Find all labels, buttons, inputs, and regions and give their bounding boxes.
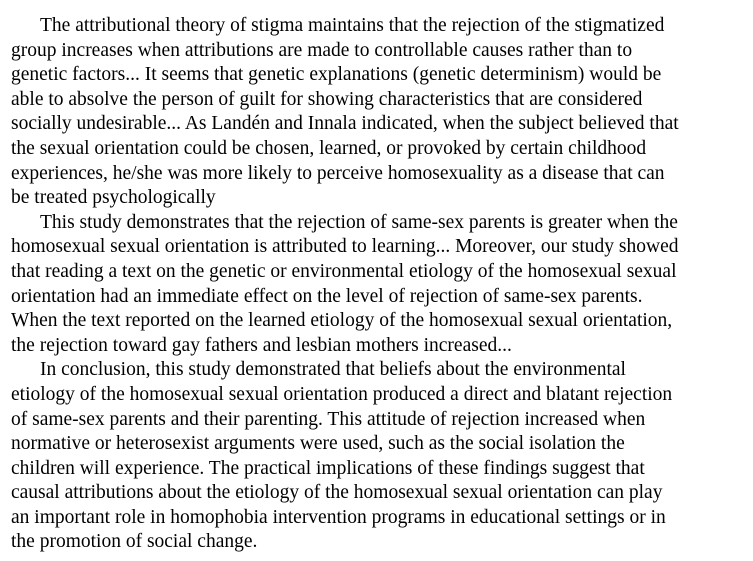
text-line: When the text reported on the learned etiology of the homosexual sexual orientation, (11, 310, 673, 332)
text-line: be treated psychologically (11, 187, 216, 209)
text-line: causal attributions about the etiology of the homosexual sexual orientation can play (11, 482, 663, 504)
text-line: experiences, he/she was more likely to perceive homosexuality as a disease that can (11, 162, 665, 184)
text-line: that reading a text on the genetic or environmental etiology of the homosexual sexual (11, 260, 677, 282)
text-line: In conclusion, this study demonstrated that beliefs about the environmental (40, 359, 626, 381)
text-line: socially undesirable... As Landén and Innala indicated, when the subject believed that (11, 113, 679, 135)
text-line: This study demonstrates that the rejection of same-sex parents is greater when the (40, 211, 678, 233)
text-line: normative or heterosexist arguments were used, such as the social isolation the (11, 433, 625, 455)
paragraph-1 (11, 14, 751, 211)
text-line: children will experience. The practical implications of these findings suggest that (11, 457, 645, 479)
text-line: the rejection toward gay fathers and lesbian mothers increased... (11, 334, 512, 356)
text-line: etiology of the homosexual sexual orientation produced a direct and blatant rejection (11, 383, 673, 405)
text-line: the sexual orientation could be chosen, learned, or provoked by certain childhood (11, 137, 647, 159)
document-body (11, 14, 751, 555)
text-line: orientation had an immediate effect on the level of rejection of same-sex parents. (11, 285, 643, 307)
paragraph-2 (11, 211, 751, 359)
text-line: an important role in homophobia intervention programs in educational settings or in (11, 506, 666, 528)
text-line: able to absolve the person of guilt for showing characteristics that are considered (11, 88, 643, 110)
text-line: genetic factors... It seems that genetic explanations (genetic determinism) would be (11, 64, 662, 86)
text-line: The attributional theory of stigma maintains that the rejection of the stigmatized (40, 15, 665, 36)
text-line: the promotion of social change. (11, 531, 258, 553)
text-line: homosexual sexual orientation is attributed to learning... Moreover, our study showed (11, 236, 679, 258)
paragraph-3 (11, 358, 751, 555)
text-line: of same-sex parents and their parenting. This attitude of rejection increased when (11, 408, 646, 430)
text-line: group increases when attributions are made to controllable causes rather than to (11, 39, 633, 61)
